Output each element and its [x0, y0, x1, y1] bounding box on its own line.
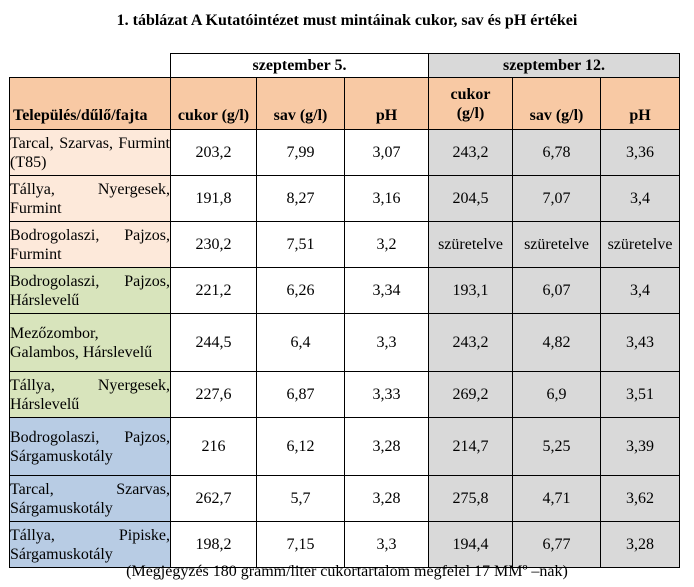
cell-ph-2: 3,39: [601, 418, 680, 476]
header-place: Település/dűlő/fajta: [10, 78, 171, 130]
table-row: [10, 522, 680, 568]
cell-ph-1: 3,28: [345, 418, 429, 476]
cell-cukor-1: 203,2: [171, 130, 257, 176]
cell-sav-2: 7,07: [513, 176, 601, 222]
cell-place: Bodrogolaszi, Pajzos, Furmint: [10, 222, 171, 268]
table-row: [10, 176, 680, 222]
table-title: 1. táblázat A Kutatóintézet must mintáinak cukor, sav és pH értékei: [116, 12, 578, 29]
date-header-sept5: szeptember 5.: [171, 54, 429, 78]
date-header-row: [10, 54, 680, 78]
table-row: [10, 418, 680, 476]
cell-sav-2: 4,71: [513, 476, 601, 522]
cell-sav-2: 6,78: [513, 130, 601, 176]
cell-ph-1: 3,16: [345, 176, 429, 222]
cell-ph-2: 3,4: [601, 268, 680, 314]
cell-sav-1: 7,15: [257, 522, 345, 568]
cell-place: Tállya, Nyergesek, Furmint: [10, 176, 171, 222]
table-body: [10, 130, 680, 568]
cell-ph-1: 3,28: [345, 476, 429, 522]
cell-sav-1: 6,4: [257, 314, 345, 372]
cell-place: Bodrogolaszi, Pajzos, Sárgamuskotály: [10, 418, 171, 476]
cell-sav-2: 6,77: [513, 522, 601, 568]
cell-sav-1: 6,12: [257, 418, 345, 476]
header-ph-1: pH: [345, 78, 429, 130]
cell-sav-1: 8,27: [257, 176, 345, 222]
column-header-row: [10, 78, 680, 130]
cell-cukor-2: 275,8: [429, 476, 513, 522]
cell-place: Tarcal, Szarvas, Furmint (T85): [10, 130, 171, 176]
blank-corner-cell: [10, 54, 171, 78]
cell-cukor-2: 243,2: [429, 314, 513, 372]
cell-cukor-2: 193,1: [429, 268, 513, 314]
cell-sav-1: 6,26: [257, 268, 345, 314]
cell-ph-2: 3,51: [601, 372, 680, 418]
cell-ph-2: szüretelve: [601, 222, 680, 268]
cell-ph-1: 3,33: [345, 372, 429, 418]
table-row: [10, 372, 680, 418]
table-row: [10, 130, 680, 176]
header-cukor-2-text: cukor (g/l): [450, 85, 491, 122]
cell-sav-1: 5,7: [257, 476, 345, 522]
cell-cukor-1: 244,5: [171, 314, 257, 372]
cell-ph-2: 3,43: [601, 314, 680, 372]
cell-ph-2: 3,62: [601, 476, 680, 522]
cell-sav-1: 7,51: [257, 222, 345, 268]
table-row: [10, 268, 680, 314]
cell-cukor-2: 214,7: [429, 418, 513, 476]
cell-place: Tállya, Pipiske, Sárgamuskotály: [10, 522, 171, 568]
date-header-sept12: szeptember 12.: [429, 54, 680, 78]
cell-cukor-1: 216: [171, 418, 257, 476]
header-sav-1: sav (g/l): [257, 78, 345, 130]
table-row: [10, 222, 680, 268]
cell-sav-1: 7,99: [257, 130, 345, 176]
cell-place: Tállya, Nyergesek, Hárslevelű: [10, 372, 171, 418]
footnote: (Megjegyzés 180 gramm/liter cukortartalom megfelel 17 MMº –nak): [126, 563, 568, 580]
cell-ph-1: 3,34: [345, 268, 429, 314]
must-data-table: [9, 53, 680, 568]
cell-cukor-2: 243,2: [429, 130, 513, 176]
cell-ph-1: 3,07: [345, 130, 429, 176]
cell-ph-2: 3,36: [601, 130, 680, 176]
header-sav-2: sav (g/l): [513, 78, 601, 130]
cell-place: Mezőzombor, Galambos, Hárslevelű: [10, 314, 171, 372]
table-row: [10, 476, 680, 522]
header-cukor-1: cukor (g/l): [171, 78, 257, 130]
cell-ph-1: 3,2: [345, 222, 429, 268]
cell-ph-2: 3,4: [601, 176, 680, 222]
cell-cukor-1: 262,7: [171, 476, 257, 522]
cell-ph-1: 3,3: [345, 522, 429, 568]
header-ph-2: pH: [601, 78, 680, 130]
cell-sav-1: 6,87: [257, 372, 345, 418]
cell-cukor-2: 204,5: [429, 176, 513, 222]
cell-cukor-1: 227,6: [171, 372, 257, 418]
cell-cukor-2: szüretelve: [429, 222, 513, 268]
cell-ph-1: 3,3: [345, 314, 429, 372]
cell-sav-2: 6,9: [513, 372, 601, 418]
cell-sav-2: 4,82: [513, 314, 601, 372]
cell-cukor-1: 221,2: [171, 268, 257, 314]
cell-cukor-1: 230,2: [171, 222, 257, 268]
cell-cukor-1: 198,2: [171, 522, 257, 568]
cell-place: Bodrogolaszi, Pajzos, Hárslevelű: [10, 268, 171, 314]
cell-cukor-1: 191,8: [171, 176, 257, 222]
cell-cukor-2: 194,4: [429, 522, 513, 568]
table-row: [10, 314, 680, 372]
header-cukor-2: [429, 78, 513, 130]
cell-place: Tarcal, Szarvas, Sárgamuskotály: [10, 476, 171, 522]
cell-ph-2: 3,28: [601, 522, 680, 568]
cell-cukor-2: 269,2: [429, 372, 513, 418]
cell-sav-2: 6,07: [513, 268, 601, 314]
cell-sav-2: szüretelve: [513, 222, 601, 268]
cell-sav-2: 5,25: [513, 418, 601, 476]
